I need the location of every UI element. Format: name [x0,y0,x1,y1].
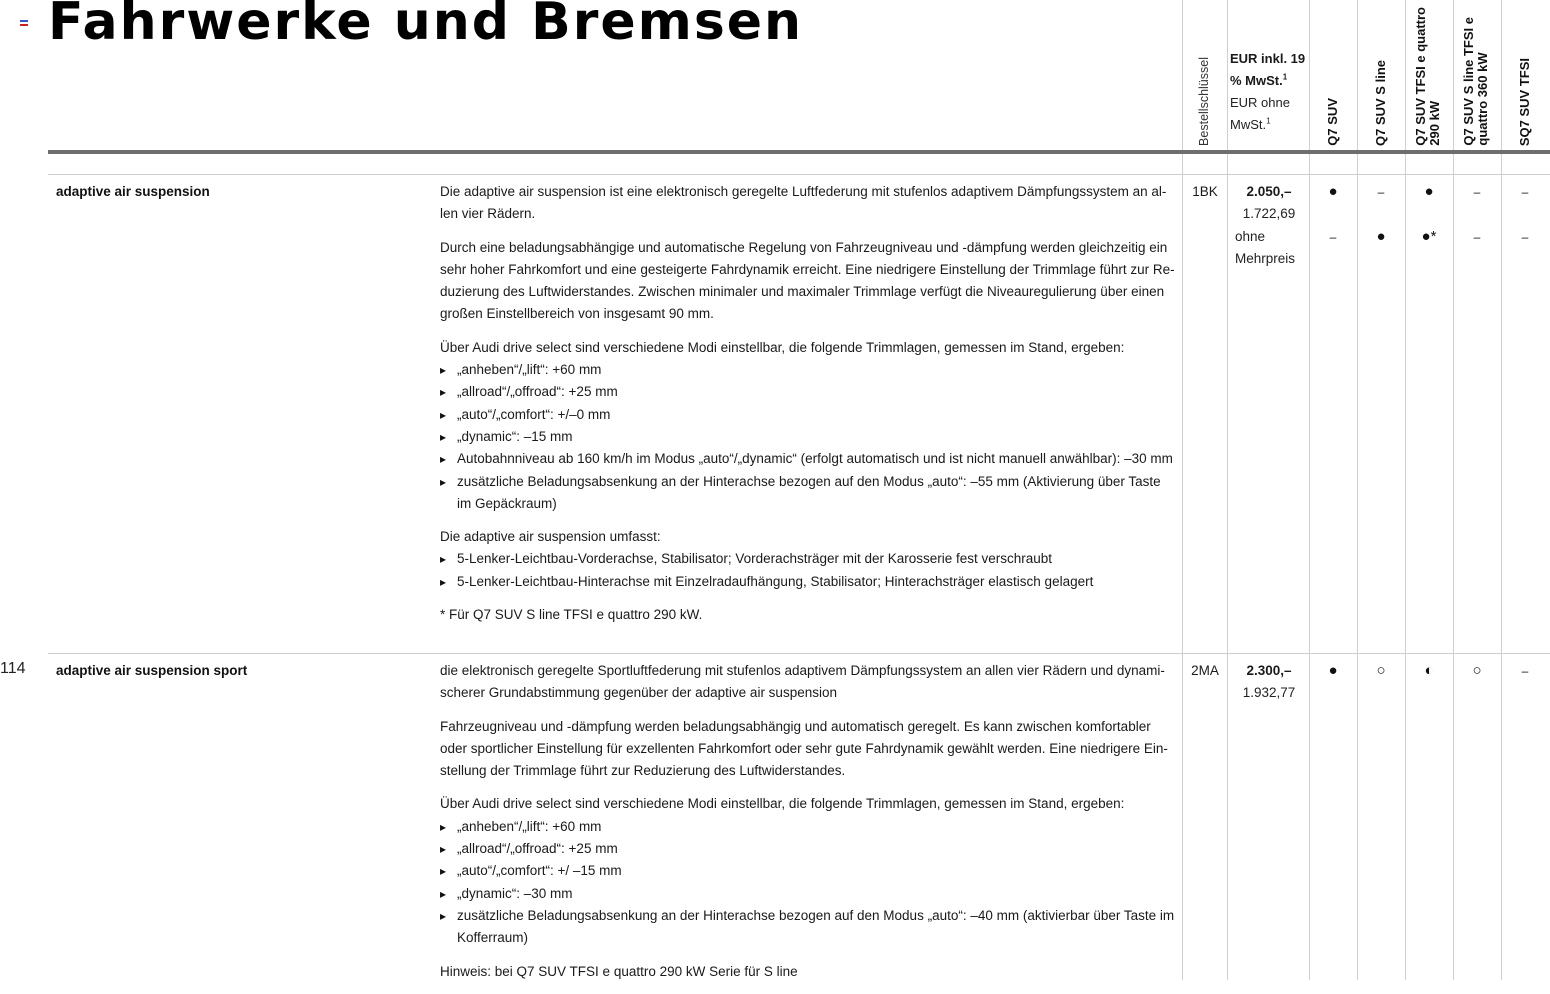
list-item: ▸ „anheben“/„lift“: +60 mm [440,816,1175,838]
availability-optional-icon: ○ [1376,662,1386,679]
list-item: ▸ zusätzliche Beladungsabsenkung an der Hinterachse bezogen auf den Modus „auto“: –55 mm (Aktivierung über Taste im Gepäckraum) [440,471,1175,516]
availability-standard-icon: ● [1328,183,1338,200]
availability-none-icon: – [1521,230,1529,244]
feature-name: adaptive air suspension sport [56,663,248,678]
availability-standard-icon: ● [1424,183,1434,200]
list-item: ▸ 5-Lenker-Leichtbau-Hinterachse mit Einzelradaufhängung, Stabilisator; Hinterachsträger elastisch gelagert [440,571,1175,593]
availability-package-icon: ◐ [1424,662,1434,679]
column-divider [1309,0,1310,980]
availability-none-icon: – [1329,230,1337,244]
list-item: ▸ „auto“/„comfort“: +/ –15 mm [440,860,1175,882]
list-item: ▸ zusätzliche Beladungsabsenkung an der Hinterachse bezogen auf den Modus „auto“: –40 mm (aktivierbar über Taste im Kofferraum) [440,905,1175,950]
availability-none-icon: – [1521,185,1529,199]
footnote: * Für Q7 SUV S line TFSI e quattro 290 kW. [440,607,703,623]
column-header-order-key: Bestellschlüssel [1197,57,1211,146]
column-header-model-5: SQ7 SUV TFSI [1517,57,1532,146]
availability-none-icon: – [1521,664,1529,678]
column-divider [1501,0,1502,980]
availability-standard-footnote-icon: ●* [1421,228,1437,245]
column-divider [1453,0,1454,980]
language-flag-icon [20,20,28,26]
list-item: ▸ Autobahnniveau ab 160 km/h im Modus „auto“/„dynamic“ (erfolgt automatisch und ist nicht manuell anwählbar): –30 mm [440,448,1175,470]
list-item: ▸ 5-Lenker-Leichtbau-Vorderachse, Stabilisator; Vorderachsträger mit der Karosserie fest verschraubt [440,548,1175,570]
row-divider [48,653,1550,654]
order-code: 2MA [1191,663,1219,678]
list-item: ▸ „allroad“/„offroad“: +25 mm [440,381,1175,403]
availability-standard-icon: ● [1328,662,1338,679]
list-item: ▸ „dynamic“: –30 mm [440,883,1175,905]
availability-standard-icon: ● [1376,228,1386,245]
list-item: ▸ „dynamic“: –15 mm [440,426,1175,448]
column-divider [1182,0,1183,980]
column-divider [1357,0,1358,980]
price-cell: 2.300,– 1.932,77 [1242,663,1296,701]
feature-description: Die adaptive air suspension ist eine elektronisch geregelte Luftfederung mit stufenlos adaptivem Dämpfungssystem an al-len vier Rädern. Durch eine beladungsabhängige und automatische Regelung von Fahrzeugniveau und -dämpfung werden gleichzeitig ein sehr hoher Fahrkomfort und eine gesteigerte Fahrdynamik erreicht. Eine niedrigere Einstellung der Trimmlage führt zur Re-duzierung des Luftwiderstandes. Zwischen minimaler und maximaler Trimmlage verfügt die Niveauregulierung über einen großen Einstellbereich von insgesamt 90 mm. Über Audi drive select sind verschiedene Modi einstellbar, die folgende Trimmlagen, gemessen im Stand, ergeben: ▸ „anheben“/„lift“: +60 mm ▸ „allroad“/„offroad“: +25 mm ▸ „auto“/„comfort“: +/–0 mm ▸ „dynamic“: –15 mm ▸ Autobahnniveau ab 160 km/h im Modus „auto“/„dynamic“ (erfolgt automatisch und ist nicht manuell anwählbar): –30 mm ▸ zusätzliche Beladungsabsenkung an der Hinterachse bezogen auf den Modus „auto“: –55 mm (Aktivierung über Taste im Gepäckraum) Die adaptive air suspension umfasst: ▸ 5-Lenker-Leichtbau-Vorderachse, Stabilisator; Vorderachsträger mit der Karosserie fest verschraubt ▸ 5-Lenker-Leichtbau-Hinterachse mit Einzelradaufhängung, Stabilisator; Hinterachsträger elastisch gelagert * Für Q7 SUV S line TFSI e quattro 290 kW. [440,181,1175,637]
price-cell: 2.050,– 1.722,69 ohne Mehrpreis [1235,184,1296,266]
row-divider [48,174,1550,175]
list-item: ▸ „anheben“/„lift“: +60 mm [440,359,1175,381]
feature-name: adaptive air suspension [56,184,210,199]
page-number: 114 [0,660,26,677]
column-header-model-4: Q7 SUV S line TFSI e quattro 360 kW [1461,17,1490,146]
column-divider [1405,0,1406,980]
order-code: 1BK [1192,184,1218,199]
column-divider [1227,0,1228,980]
column-header-price: EUR inkl. 19 % MwSt.$^1$ EUR ohne MwSt.$^1$ [1230,51,1306,132]
column-header-model-2: Q7 SUV S line [1373,60,1388,146]
note: Hinweis: bei Q7 SUV TFSI e quattro 290 kW Serie für S line [440,963,798,979]
page-title: Fahrwerke und Bremsen [48,0,804,52]
column-header-model-1: Q7 SUV [1325,98,1340,146]
availability-optional-icon: ○ [1472,662,1482,679]
list-item: ▸ „auto“/„comfort“: +/–0 mm [440,404,1175,426]
column-header-model-3: Q7 SUV TFSI e quattro 290 kW [1413,7,1442,146]
header-rule [48,150,1550,154]
availability-none-icon: – [1377,185,1385,199]
list-item: ▸ „allroad“/„offroad“: +25 mm [440,838,1175,860]
feature-description: die elektronisch geregelte Sportluftfederung mit stufenlos adaptivem Dämpfungssystem an allen vier Rädern und dynami-scherer Grundabstimmung gegenüber der adaptive air suspension Fahrzeugniveau und -dämpfung werden beladungsabhängig und automatisch geregelt. Es kann zwischen komfortabler oder sportlicher Einstellung für exzellenten Fahrkomfort oder sehr gute Fahrdynamik gewählt werden. Eine niedrigere Ein-stellung der Trimmlage führt zur Reduzierung des Luftwiderstandes. Über Audi drive select sind verschiedene Modi einstellbar, die folgende Trimmlagen, gemessen im Stand, ergeben: ▸ „anheben“/„lift“: +60 mm ▸ „allroad“/„offroad“: +25 mm ▸ „auto“/„comfort“: +/ –15 mm ▸ „dynamic“: –30 mm ▸ zusätzliche Beladungsabsenkung an der Hinterachse bezogen auf den Modus „auto“: –40 mm (aktivierbar über Taste im Kofferraum) Hinweis: bei Q7 SUV TFSI e quattro 290 kW Serie für S line [440,660,1175,994]
availability-none-icon: – [1473,230,1481,244]
availability-none-icon: – [1473,185,1481,199]
